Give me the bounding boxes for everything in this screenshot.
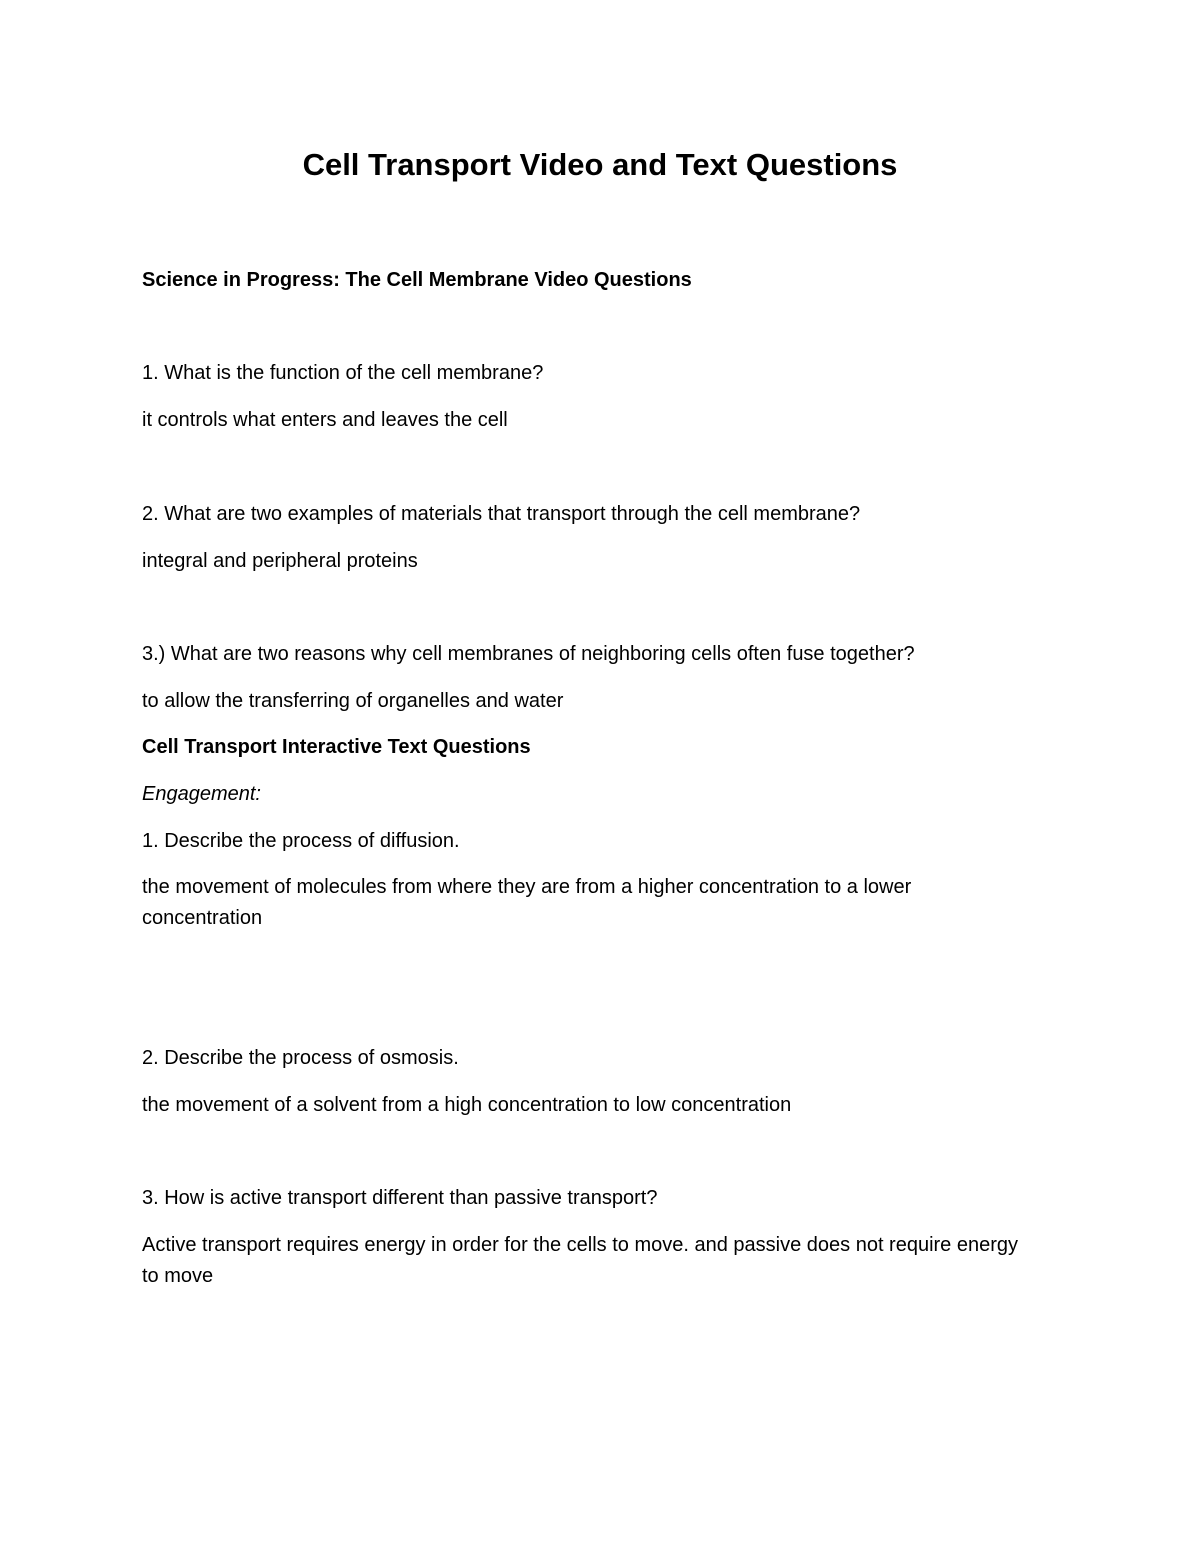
question-1-video: 1. What is the function of the cell membrane? bbox=[142, 362, 544, 384]
answer-1-text: the movement of molecules from where they are from a higher concentration to a lower concentration bbox=[142, 876, 912, 929]
answer-2-text: the movement of a solvent from a high concentration to low concentration bbox=[142, 1094, 792, 1116]
document-title: Cell Transport Video and Text Questions bbox=[302, 147, 898, 182]
question-1-text: 1. Describe the process of diffusion. bbox=[142, 830, 460, 852]
question-2-video: 2. What are two examples of materials that transport through the cell membrane? bbox=[142, 503, 861, 525]
question-3-video: 3.) What are two reasons why cell membranes of neighboring cells often fuse together? bbox=[142, 643, 915, 665]
section-heading-text: Cell Transport Interactive Text Questions bbox=[142, 736, 531, 758]
answer-3-video: to allow the transferring of organelles and water bbox=[142, 690, 564, 712]
answer-2-video: integral and peripheral proteins bbox=[142, 550, 418, 572]
subheading-engagement: Engagement: bbox=[142, 783, 261, 805]
question-3-text: 3. How is active transport different than passive transport? bbox=[142, 1187, 658, 1209]
question-2-text: 2. Describe the process of osmosis. bbox=[142, 1047, 459, 1069]
answer-3-text: Active transport requires energy in order for the cells to move. and passive does not require energy to move bbox=[142, 1234, 1019, 1287]
answer-1-video: it controls what enters and leaves the cell bbox=[142, 409, 508, 431]
section-heading-video: Science in Progress: The Cell Membrane Video Questions bbox=[142, 269, 692, 291]
